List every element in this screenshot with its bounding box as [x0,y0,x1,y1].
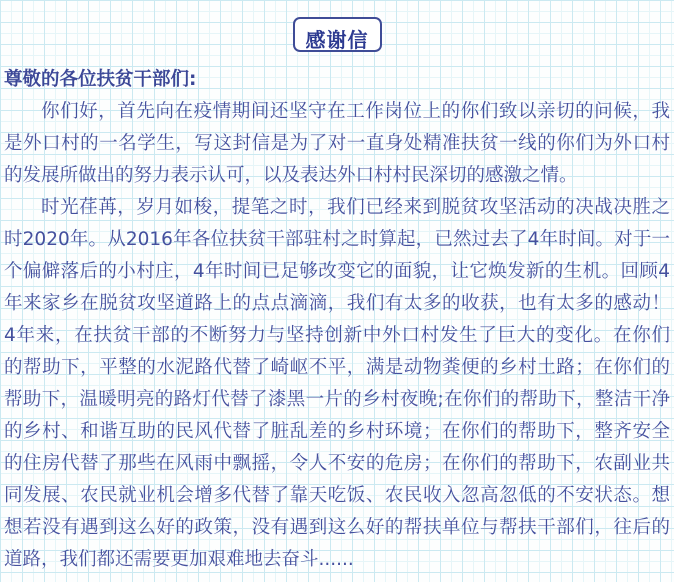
letter-line: 时光荏苒，岁月如梭，提笔之时，我们已经来到脱贫攻坚活动的决战决胜之 [41,197,670,218]
letter-line: 同发展、农民就业机会增多代替了靠天吃饭、农民收入忽高忽低的不安状态。想 [4,485,670,506]
letter-salutation: 尊敬的各位扶贫干部们: [4,69,197,90]
letter-title: 感谢信 [305,28,369,52]
letter-line: 的乡村、和谐互助的民风代替了脏乱差的乡村环境；在你们的帮助下，整齐安全 [4,421,670,442]
letter-line: 4年来，在扶贫干部的不断努力与坚持创新中外口村发生了巨大的变化。在你们 [4,325,670,346]
letter-body [0,64,674,576]
letter-line: 的发展所做出的努力表示认可，以及表达外口村村民深切的感激之情。 [4,165,578,186]
letter-line: 道路，我们都还需要更加艰难地去奋斗...... [4,549,354,570]
letter-line: 的住房代替了那些在风雨中飘摇，令人不安的危房；在你们的帮助下，农副业共 [4,453,670,474]
letter-line: 是外口村的一名学生，写这封信是为了对一直身处精准扶贫一线的你们为外口村 [4,133,670,154]
letter-line: 你们好，首先向在疫情期间还坚守在工作岗位上的你们致以亲切的问候，我 [41,101,670,122]
letter-line: 帮助下，温暖明亮的路灯代替了漆黑一片的乡村夜晚;在你们的帮助下，整洁干净 [4,389,670,410]
letter-line: 个偏僻落后的小村庄，4年时间已足够改变它的面貌，让它焕发新的生机。回顾4 [4,261,670,282]
letter-title-box [293,17,382,52]
title-row [0,0,674,52]
letter-line: 的帮助下，平整的水泥路代替了崎岖不平，满是动物粪便的乡村土路；在你们的 [4,357,670,378]
letter-line: 时2020年。从2016年各位扶贫干部驻村之时算起，已然过去了4年时间。对于一 [4,229,670,250]
letter-line: 想若没有遇到这么好的政策，没有遇到这么好的帮扶单位与帮扶干部们，往后的 [4,517,670,538]
letter-line: 年来家乡在脱贫攻坚道路上的点点滴滴，我们有太多的收获，也有太多的感动！ [4,293,670,314]
